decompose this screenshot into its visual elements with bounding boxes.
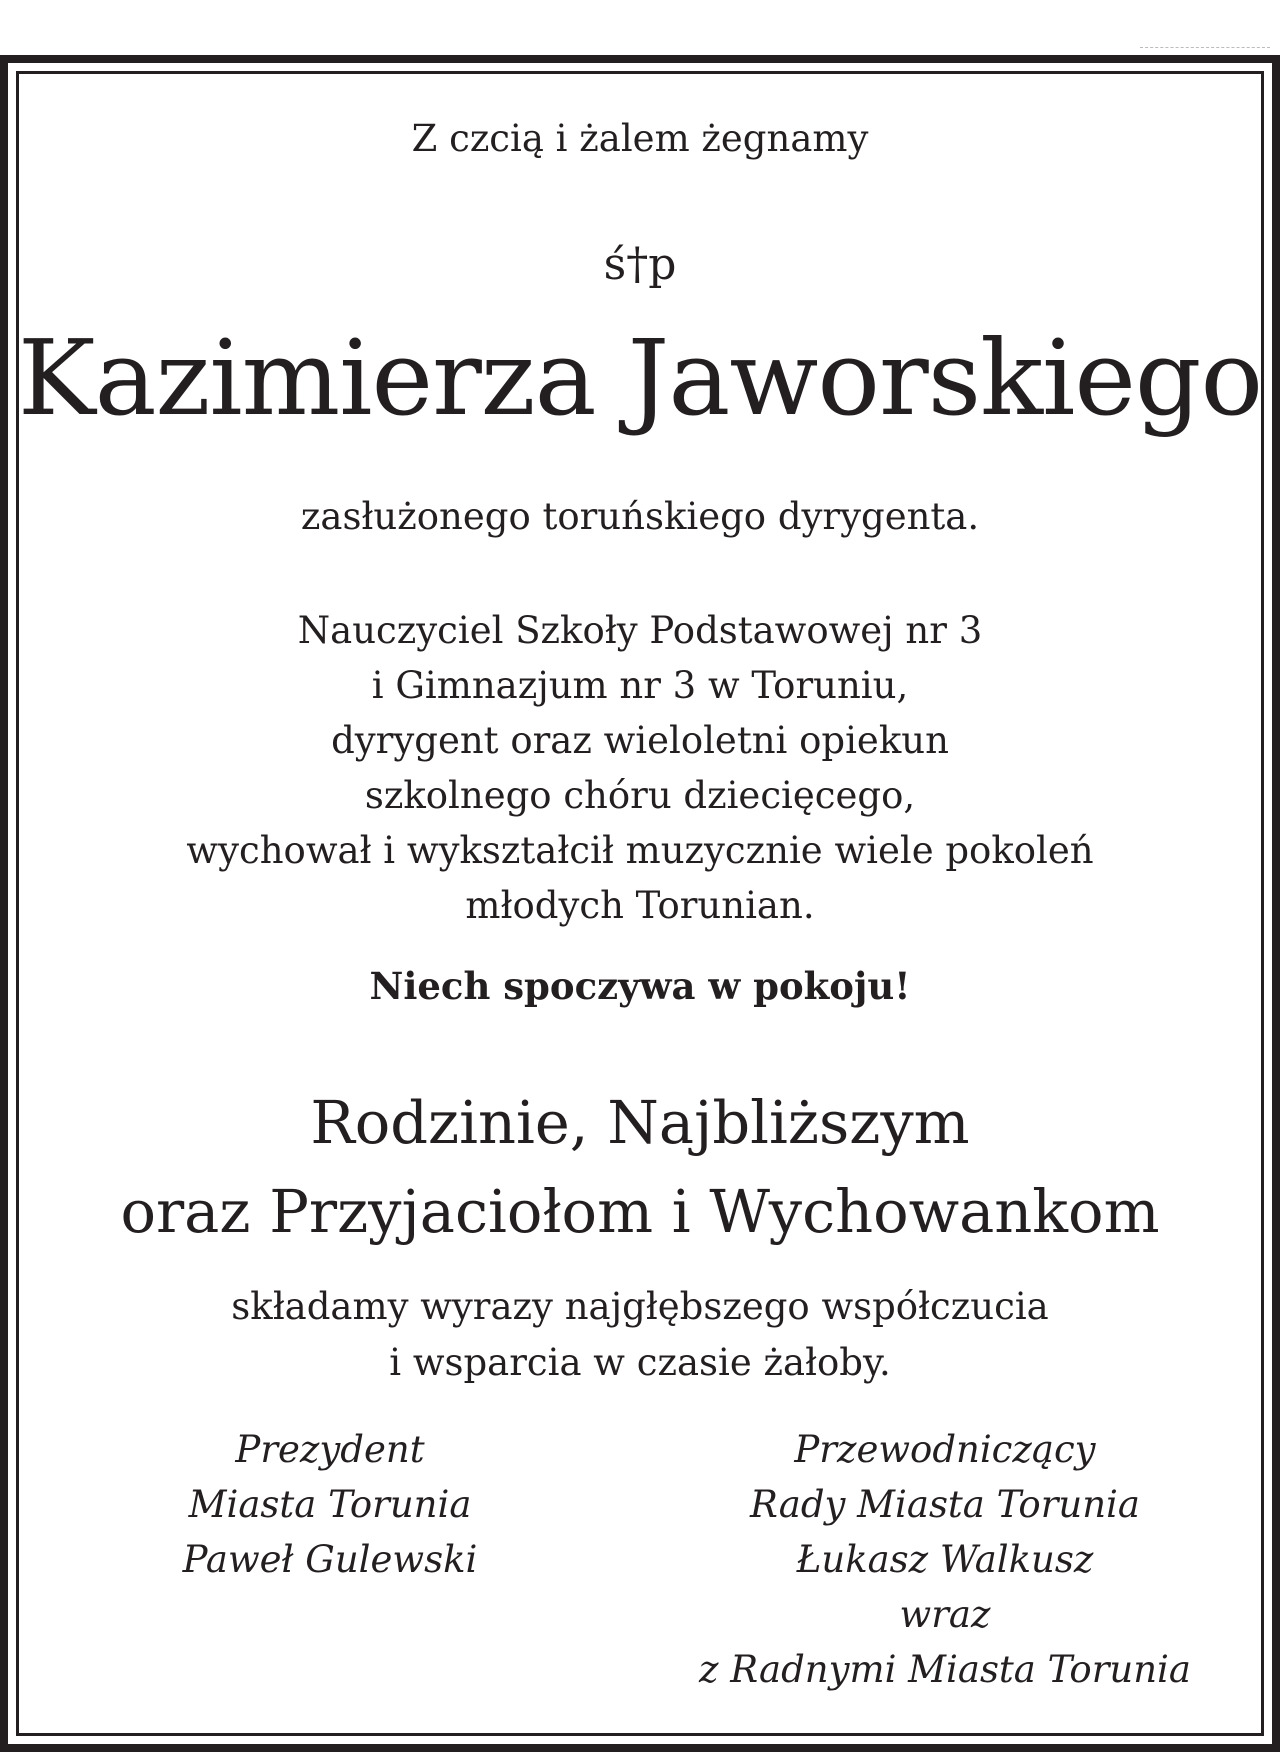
stp-abbreviation: ś†p (603, 239, 677, 290)
signature-line: wraz (899, 1593, 991, 1636)
biography (0, 603, 1280, 933)
signature-line: Przewodniczący (794, 1428, 1096, 1471)
signature-line: Prezydent (235, 1428, 425, 1471)
bio-line: dyrygent oraz wieloletni opiekun (331, 719, 949, 762)
bio-line: Nauczyciel Szkoły Podstawowej nr 3 (297, 609, 983, 652)
condolence-line: i wsparcia w czasie żałoby. (389, 1341, 891, 1384)
bio-line: młodych Torunian. (465, 884, 815, 927)
deceased-role: zasłużonego toruńskiego dyrygenta. (300, 495, 980, 538)
addressee-line: oraz Przyjaciołom i Wychowankom (120, 1177, 1160, 1246)
addressees (0, 1078, 1280, 1256)
bio-line: szkolnego chóru dziecięcego, (364, 774, 916, 817)
signature-line: Miasta Torunia (188, 1483, 472, 1526)
signature-line: Rady Miasta Torunia (750, 1483, 1140, 1526)
signature-line: Paweł Gulewski (182, 1538, 478, 1581)
condolence-line: składamy wyrazy najgłębszego współczucia (231, 1285, 1049, 1328)
deceased-name: Kazimierza Jaworskiego (17, 317, 1263, 439)
addressee-line: Rodzinie, Najbliższym (310, 1088, 970, 1157)
condolences (0, 1279, 1280, 1391)
rest-in-peace: Niech spoczywa w pokoju! (369, 964, 911, 1008)
top-dashed-line (1140, 47, 1270, 48)
signature-council-chair (630, 1422, 1260, 1697)
intro-text: Z czcią i żalem żegnamy (411, 117, 869, 160)
signature-president (150, 1422, 510, 1587)
bio-line: i Gimnazjum nr 3 w Toruniu, (371, 664, 909, 707)
bio-line: wychował i wykształcił muzycznie wiele pokoleń (186, 829, 1094, 872)
signature-line: z Radnymi Miasta Torunia (699, 1648, 1191, 1691)
signature-line: Łukasz Walkusz (796, 1538, 1094, 1581)
